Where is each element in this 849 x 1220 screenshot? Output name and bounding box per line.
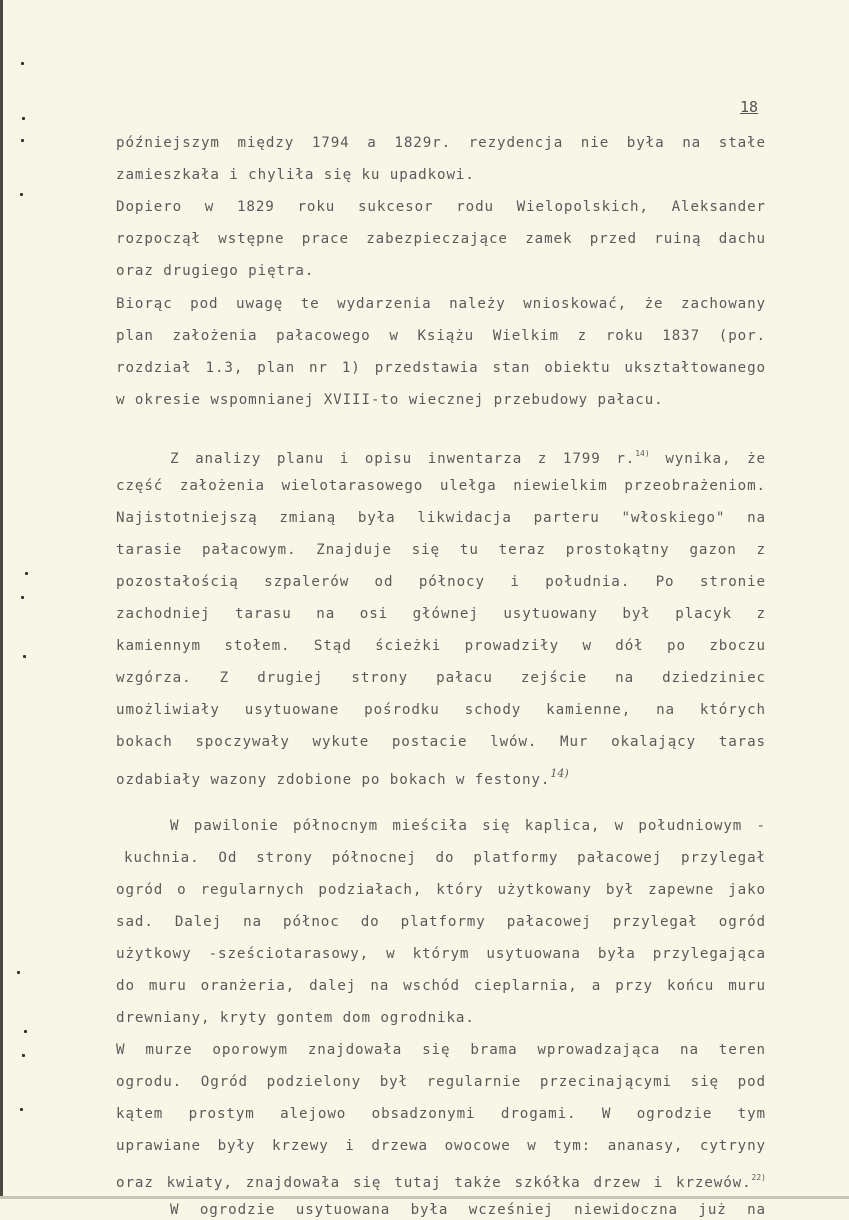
binding-hole-mark (22, 117, 25, 120)
binding-hole-mark (21, 139, 24, 142)
text-line: Najistotniejszą zmianą była likwidacja parteru "włoskiego" na (116, 510, 766, 526)
text-line: W ogrodzie usytuowana była wcześniej niewidoczna już na (170, 1202, 766, 1218)
text-fragment: wynika, że (665, 451, 766, 467)
text-line: użytkowy -sześciotarasowy, w którym usytuowana była przylegająca (116, 946, 766, 962)
text-line: Biorąc pod uwagę te wydarzenia należy wnioskować, że zachowany (116, 296, 766, 312)
text-line: drewniany, kryty gontem dom ogrodnika. (116, 1010, 475, 1026)
text-line: rozpoczął wstępne prace zabezpieczające zamek przed ruiną dachu (116, 231, 766, 247)
text-line: uprawiane były krzewy i drzewa owocowe w tym: ananasy, cytryny (116, 1138, 766, 1154)
text-line: do muru oranżeria, dalej na wschód cieplarnia, a przy końcu muru (116, 978, 766, 994)
text-line: wzgórza. Z drugiej strony pałacu zejście na dziedziniec (116, 670, 766, 686)
binding-hole-mark (24, 1030, 27, 1033)
text-line: Dopiero w 1829 roku sukcesor rodu Wielopolskich, Aleksander (116, 199, 766, 215)
handwritten-footnote-ref: 14) (550, 767, 569, 780)
binding-hole-mark (21, 62, 24, 65)
binding-hole-mark (23, 655, 26, 658)
page-left-edge (0, 0, 3, 1199)
binding-hole-mark (20, 193, 23, 196)
text-line: zachodniej tarasu na osi głównej usytuowany był placyk z (116, 606, 766, 622)
text-line-with-footnote (170, 444, 766, 467)
footnote-ref: 14) (635, 449, 650, 458)
text-line: sad. Dalej na północ do platformy pałacowej przylegał ogród (116, 914, 766, 930)
text-line: kamiennym stołem. Stąd ścieżki prowadziły w dół po zboczu (116, 638, 766, 654)
text-line: część założenia wielotarasowego ulełga niewielkim przeobrażeniom. (116, 478, 766, 494)
footnote-ref: 22) (751, 1173, 766, 1182)
text-line: pozostałością szpalerów od północy i południa. Po stronie (116, 574, 766, 590)
text-line: ogrodu. Ogród podzielony był regularnie przecinającymi się pod (116, 1074, 766, 1090)
text-fragment: oraz kwiaty, znajdowała się tutaj także szkółka drzew i krzewów. (116, 1175, 752, 1191)
text-line: ogród o regularnych podziałach, który użytkowany był zapewne jako (116, 882, 766, 898)
text-line: późniejszym między 1794 a 1829r. rezydencja nie była na stałe (116, 135, 766, 151)
text-line: W murze oporowym znajdowała się brama wprowadzająca na teren (116, 1042, 766, 1058)
text-line: w okresie wspomnianej XVIII-to wiecznej przebudowy pałacu. (116, 392, 664, 408)
text-line: plan założenia pałacowego w Książu Wielkim z roku 1837 (por. (116, 328, 766, 344)
text-line: W pawilonie północnym mieściła się kaplica, w południowym - (170, 818, 766, 834)
text-line-with-footnote (116, 1168, 766, 1191)
text-fragment: ozdabiały wazony zdobione po bokach w festony. (116, 772, 551, 788)
text-fragment: Z analizy planu i opisu inwentarza z 1799 r. (170, 451, 636, 467)
text-line: bokach spoczywały wykute postacie lwów. Mur okalający taras (116, 734, 766, 750)
binding-hole-mark (17, 971, 20, 974)
text-line: tarasie pałacowym. Znajduje się tu teraz prostokątny gazon z (116, 542, 766, 558)
binding-hole-mark (22, 1054, 25, 1057)
text-line: oraz drugiego piętra. (116, 263, 315, 279)
text-line: kątem prostym alejowo obsadzonymi drogami. W ogrodzie tym (116, 1106, 766, 1122)
binding-hole-mark (20, 1108, 23, 1111)
text-line: umożliwiały usytuowane pośrodku schody kamienne, na których (116, 702, 766, 718)
binding-hole-mark (25, 572, 28, 575)
text-line: rozdział 1.3, plan nr 1) przedstawia stan obiektu ukształtowanego (116, 360, 766, 376)
text-line: zamieszkała i chyliła się ku upadkowi. (116, 167, 475, 183)
page-number: 18 (740, 98, 759, 116)
text-line-with-footnote (116, 764, 766, 788)
binding-hole-mark (21, 596, 24, 599)
text-line: kuchnia. Od strony północnej do platformy pałacowej przylegał (124, 850, 766, 866)
